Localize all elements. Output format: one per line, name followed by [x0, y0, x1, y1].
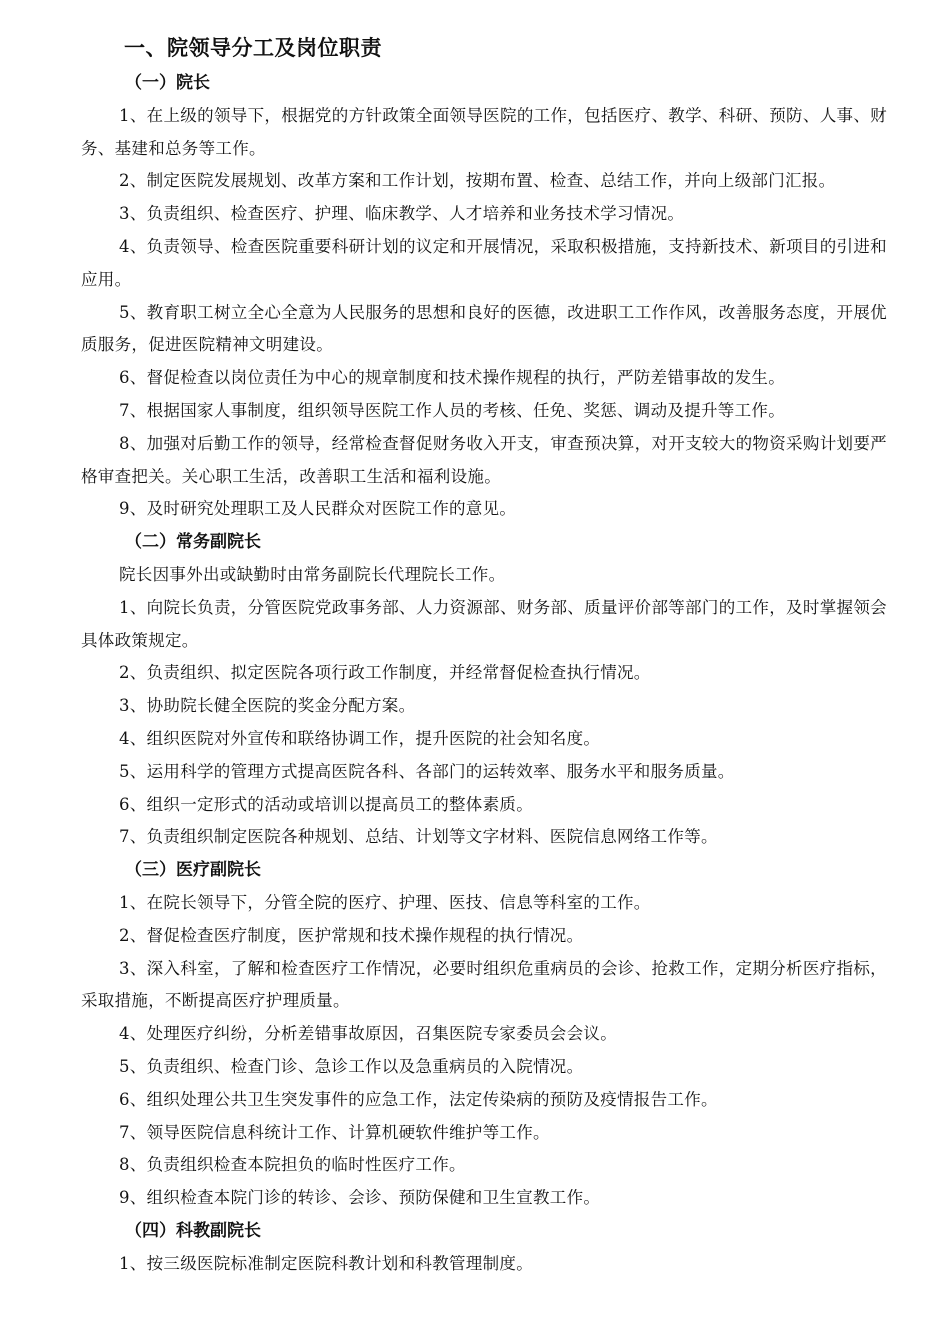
paragraph: 6、督促检查以岗位责任为中心的规章制度和技术操作规程的执行，严防差错事故的发生。 — [119, 368, 785, 388]
paragraph: 9、组织检查本院门诊的转诊、会诊、预防保健和卫生宣教工作。 — [119, 1188, 601, 1208]
paragraph: 2、制定医院发展规划、改革方案和工作计划，按期布置、检查、总结工作，并向上级部门汇报。 — [119, 171, 836, 191]
section-heading: （二）常务副院长 — [125, 532, 261, 553]
paragraph: 9、及时研究处理职工及人民群众对医院工作的意见。 — [119, 499, 517, 519]
paragraph: 8、加强对后勤工作的领导，经常检查督促财务收入开支，审查预决算，对开支较大的物资采购计划要严格审查把关。关心职工生活，改善职工生活和福利设施。 — [81, 433, 887, 486]
paragraph: 1、按三级医院标准制定医院科教计划和科教管理制度。 — [119, 1253, 533, 1273]
section-heading: （四）科教副院长 — [125, 1220, 261, 1241]
paragraph: 院长因事外出或缺勤时由常务副院长代理院长工作。 — [119, 564, 506, 584]
paragraph: 3、协助院长健全医院的奖金分配方案。 — [119, 696, 416, 716]
paragraph: 4、处理医疗纠纷，分析差错事故原因，召集医院专家委员会会议。 — [119, 1024, 617, 1044]
paragraph: 5、教育职工树立全心全意为人民服务的思想和良好的医德，改进职工工作作风，改善服务态度，开展优质服务，促进医院精神文明建设。 — [81, 302, 887, 355]
paragraph: 4、负责领导、检查医院重要科研计划的议定和开展情况，采取积极措施，支持新技术、新项目的引进和应用。 — [81, 236, 887, 289]
paragraph: 6、组织处理公共卫生突发事件的应急工作，法定传染病的预防及疫情报告工作。 — [119, 1089, 718, 1109]
paragraph: 4、组织医院对外宣传和联络协调工作，提升医院的社会知名度。 — [119, 728, 601, 748]
paragraph: 7、领导医院信息科统计工作、计算机硬软件维护等工作。 — [119, 1122, 550, 1142]
section-heading: （一）院长 — [125, 73, 210, 93]
paragraph: 6、组织一定形式的活动或培训以提高员工的整体素质。 — [119, 794, 533, 814]
paragraph: 7、负责组织制定医院各种规划、总结、计划等文字材料、医院信息网络工作等。 — [119, 827, 718, 847]
paragraph: 1、在院长领导下，分管全院的医疗、护理、医技、信息等科室的工作。 — [119, 892, 651, 912]
document-title: 一、院领导分工及岗位职责 — [124, 36, 382, 60]
paragraph: 1、在上级的领导下，根据党的方针政策全面领导医院的工作，包括医疗、教学、科研、预防、人事、财务、基建和总务等工作。 — [81, 105, 887, 158]
paragraph: 5、负责组织、检查门诊、急诊工作以及急重病员的入院情况。 — [119, 1056, 584, 1076]
paragraph: 7、根据国家人事制度，组织领导医院工作人员的考核、任免、奖惩、调动及提升等工作。 — [119, 400, 785, 420]
paragraph: 5、运用科学的管理方式提高医院各科、各部门的运转效率、服务水平和服务质量。 — [119, 761, 735, 781]
paragraph: 8、负责组织检查本院担负的临时性医疗工作。 — [119, 1155, 466, 1175]
paragraph: 2、督促检查医疗制度，医护常规和技术操作规程的执行情况。 — [119, 925, 584, 945]
paragraph: 2、负责组织、拟定医院各项行政工作制度，并经常督促检查执行情况。 — [119, 663, 651, 683]
paragraph: 1、向院长负责，分管医院党政事务部、人力资源部、财务部、质量评价部等部门的工作，及时掌握领会具体政策规定。 — [81, 597, 887, 650]
document-body — [81, 67, 887, 1280]
paragraph: 3、负责组织、检查医疗、护理、临床教学、人才培养和业务技术学习情况。 — [119, 204, 685, 224]
section-heading: （三）医疗副院长 — [125, 860, 261, 881]
paragraph: 3、深入科室，了解和检查医疗工作情况，必要时组织危重病员的会诊、抢救工作，定期分析医疗指标，采取措施，不断提高医疗护理质量。 — [81, 958, 887, 1011]
